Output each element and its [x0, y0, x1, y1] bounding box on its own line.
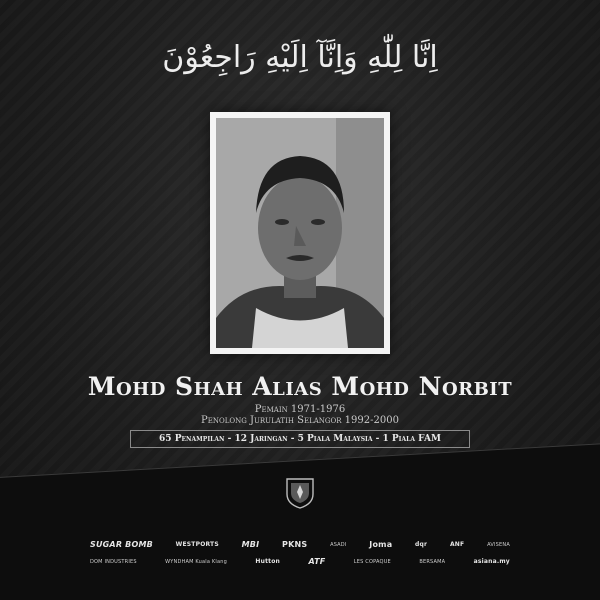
sponsor-logo: ASADI	[330, 541, 347, 548]
portrait-frame	[210, 112, 390, 354]
sponsor-logo: WESTPORTS	[175, 541, 219, 548]
sponsor-logo: WYNDHAM Kuala Klang	[165, 558, 227, 565]
sponsor-strip	[90, 540, 510, 566]
career-stats-box	[130, 430, 470, 448]
career-stats-text: 65 Penampilan - 12 Jaringan - 5 Piala Malaysia - 1 Piala FAM	[159, 434, 441, 444]
role-assistant-coach: Penolong Jurulatih Selangor 1992-2000	[201, 415, 399, 426]
club-crest-icon	[283, 476, 317, 510]
sponsor-row-2	[90, 557, 510, 566]
arabic-calligraphy: اِنَّا لِلّٰهِ وَاِنَّآ اِلَيْهِ رَاجِعُوْنَ	[162, 40, 438, 75]
sponsor-logo: Hutton	[255, 558, 281, 565]
sponsor-logo: MBI	[241, 540, 260, 549]
person-name: Mohd Shah Alias Mohd Norbit	[87, 372, 513, 401]
sponsor-logo: BERSAMA	[419, 558, 446, 565]
portrait-photo	[216, 118, 384, 348]
lower-dark-panel	[0, 441, 600, 600]
sponsor-logo: Joma	[369, 540, 393, 549]
sponsor-logo: ANF	[449, 541, 465, 548]
sponsor-logo: dqr	[415, 541, 428, 548]
sponsor-logo: SUGAR BOMB	[90, 540, 153, 549]
sponsor-logo: PKNS	[282, 540, 308, 549]
portrait-illustration	[216, 118, 384, 348]
role-player: Pemain 1971-1976	[254, 404, 346, 415]
sponsor-logo: AVISENA	[487, 541, 510, 548]
sponsor-logo: LES COPAQUE	[353, 558, 391, 565]
sponsor-row-1	[90, 540, 510, 549]
sponsor-logo: DOM INDUSTRIES	[90, 558, 137, 565]
sponsor-logo: ATF	[308, 557, 326, 566]
sponsor-logo: asiana.my	[473, 558, 510, 565]
